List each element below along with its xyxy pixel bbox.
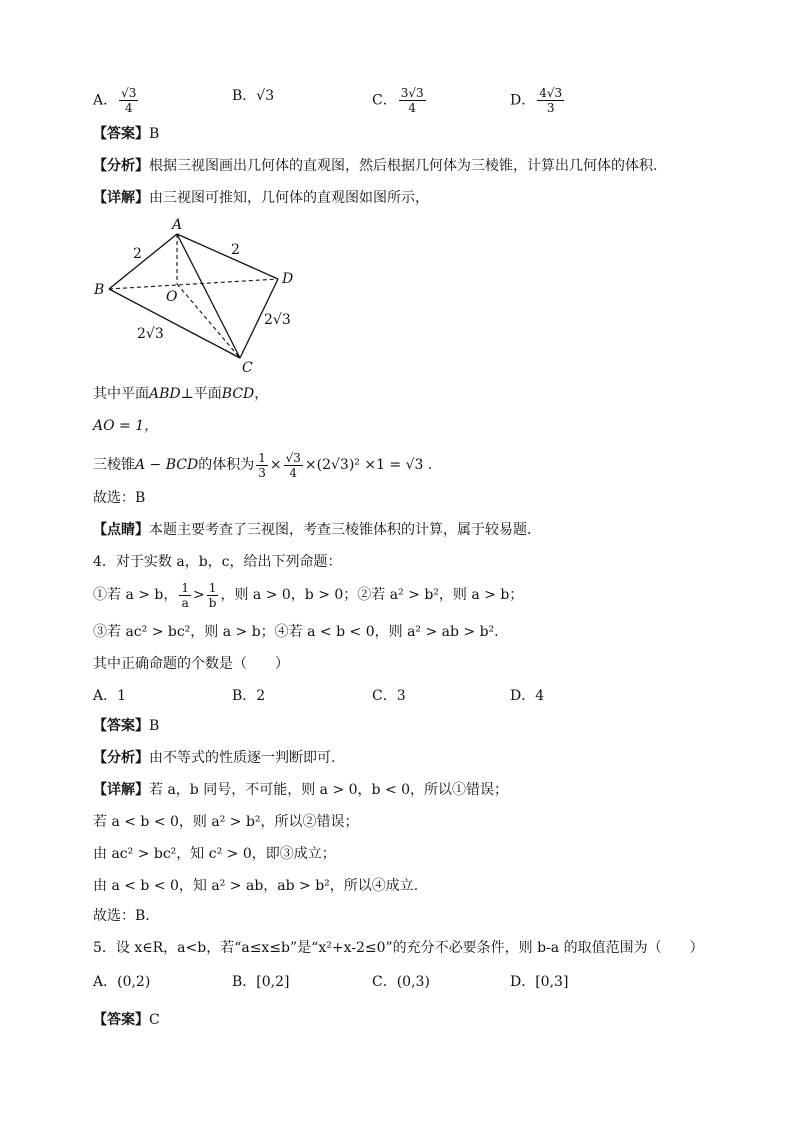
text: ⊥平面	[180, 386, 222, 402]
denominator: 4	[124, 101, 133, 115]
detail-tag: 【详解】	[93, 190, 149, 206]
q3-option-c	[372, 86, 428, 115]
edge-ad	[177, 234, 278, 279]
q4-detail-3: 由 ac² > bc²，知 c² > 0，即③成立；	[93, 846, 336, 862]
detail-text: 由三视图可推知，几何体的直观图如图所示，	[149, 190, 429, 206]
q5-option-b: B．[0,2]	[232, 974, 290, 990]
edge-bc-length: 2√3	[137, 326, 164, 342]
edge-ab	[109, 234, 177, 289]
numerator: 4√3	[539, 86, 563, 100]
q5-stem: 5．设 x∈R，a<b，若“a≤x≤b”是“x²+x-2≤0”的充分不必要条件，则 b-a 的取值范围为（ ）	[93, 940, 704, 956]
denominator: 3	[258, 465, 266, 480]
edge-ad-length: 2	[231, 242, 240, 258]
text: ，	[254, 386, 269, 402]
comment-text: 本题主要考查了三视图，考查三棱锥体积的计算，属于较易题.	[149, 522, 532, 538]
volume-expression: ×(2√3)² ×1 = √3 .	[304, 457, 433, 473]
vertex-b-label: B	[94, 282, 105, 298]
fraction	[537, 86, 564, 115]
q3-option-b	[232, 86, 274, 106]
q4-ask: 其中正确命题的个数是（ ）	[93, 656, 289, 672]
analysis-tag: 【分析】	[93, 750, 149, 766]
q4-answer	[93, 716, 159, 736]
ao-equation: AO = 1，	[93, 418, 159, 434]
comment-tag: 【点睛】	[93, 522, 149, 538]
q3-detail	[93, 188, 429, 208]
numerator: 3√3	[400, 86, 424, 100]
numerator: 1	[181, 580, 190, 595]
text: 三棱锥	[93, 457, 135, 473]
edge-cd-length: 2√3	[264, 312, 291, 328]
q5-option-c: C．(0,3)	[372, 974, 430, 990]
vertex-d-label: D	[282, 271, 294, 287]
q4-propositions-1	[93, 580, 523, 610]
q3-option-d	[510, 86, 566, 115]
numerator: 1	[207, 581, 219, 596]
fraction	[207, 581, 219, 610]
numerator: √3	[285, 450, 301, 465]
times: ×	[269, 457, 282, 473]
q4-option-d: D．4	[510, 688, 545, 704]
detail-text: 若 a，b 同号，不可能，则 a > 0，b < 0，所以①错误；	[149, 782, 509, 798]
q3-choose: 故选：B	[93, 490, 146, 506]
q5-answer	[93, 1010, 160, 1030]
analysis-text: 根据三视图画出几何体的直观图，然后根据几何体为三棱锥，计算出几何体的体积.	[149, 158, 658, 174]
pyramid-name: A − BCD	[135, 457, 199, 473]
option-label: A．	[93, 92, 118, 109]
answer-value: B	[149, 126, 160, 142]
option-label: D．	[510, 92, 536, 109]
plane-bcd: BCD	[221, 386, 255, 402]
answer-tag: 【答案】	[93, 1012, 149, 1028]
text: 其中平面	[93, 386, 149, 402]
answer-value: C	[149, 1012, 160, 1028]
vertex-a-label: A	[172, 217, 183, 233]
q3-volume-line	[93, 450, 432, 480]
q4-detail	[93, 780, 508, 800]
option-label: B．	[232, 88, 257, 104]
denominator: b	[208, 595, 217, 610]
q3-plane-line	[93, 384, 268, 404]
q4-option-b: B．2	[232, 688, 266, 704]
q3-comment	[93, 520, 531, 540]
tetrahedron-figure	[88, 212, 318, 382]
denominator: 4	[408, 101, 416, 115]
edge-bd-hidden	[109, 279, 278, 289]
text: 的体积为	[198, 457, 255, 473]
numerator: 1	[258, 450, 266, 465]
q4-option-c: C．3	[372, 688, 406, 704]
analysis-text: 由不等式的性质逐一判断即可.	[149, 750, 336, 766]
q4-choose: 故选：B.	[93, 908, 150, 924]
q3-answer	[93, 124, 159, 144]
answer-tag: 【答案】	[93, 126, 149, 142]
edge-ab-length: 2	[133, 246, 142, 262]
vertex-c-label: C	[242, 360, 253, 376]
text: ，则 a > 0，b > 0；②若 a² > b²，则 a > b；	[220, 587, 524, 603]
q4-stem: 4．对于实数 a，b，c，给出下列命题：	[93, 554, 342, 570]
numerator: √3	[121, 86, 137, 100]
fraction	[119, 86, 138, 115]
plane-abd: ABD	[149, 386, 181, 402]
q3-analysis	[93, 156, 657, 176]
q4-detail-4: 由 a < b < 0，知 a² > ab，ab > b²，所以④成立.	[93, 878, 419, 894]
q5-option-d: D．[0,3]	[510, 974, 569, 990]
denominator: 3	[546, 101, 555, 115]
fraction	[399, 86, 426, 115]
analysis-tag: 【分析】	[93, 158, 149, 174]
q5-option-a: A．(0,2)	[93, 974, 151, 990]
q4-option-a: A．1	[93, 688, 127, 704]
denominator: a	[181, 595, 189, 610]
answer-tag: 【答案】	[93, 718, 149, 734]
q3-option-a	[93, 86, 140, 115]
point-o-label: O	[166, 289, 178, 305]
fraction	[284, 451, 303, 480]
q4-analysis	[93, 748, 335, 768]
option-value: √3	[256, 88, 275, 104]
q3-ao-line	[93, 416, 158, 436]
text: ①若 a > b，	[93, 587, 178, 603]
q4-detail-2: 若 a < b < 0，则 a² > b²，所以②错误；	[93, 814, 359, 830]
option-label: C．	[372, 92, 397, 109]
detail-tag: 【详解】	[93, 782, 149, 798]
denominator: 4	[289, 465, 298, 480]
fraction	[256, 451, 268, 480]
fraction	[179, 581, 191, 610]
q4-propositions-2: ③若 ac² > bc²，则 a > b；④若 a < b < 0，则 a² > ab > b².	[93, 624, 499, 640]
gt: >	[193, 587, 205, 603]
answer-value: B	[149, 718, 160, 734]
